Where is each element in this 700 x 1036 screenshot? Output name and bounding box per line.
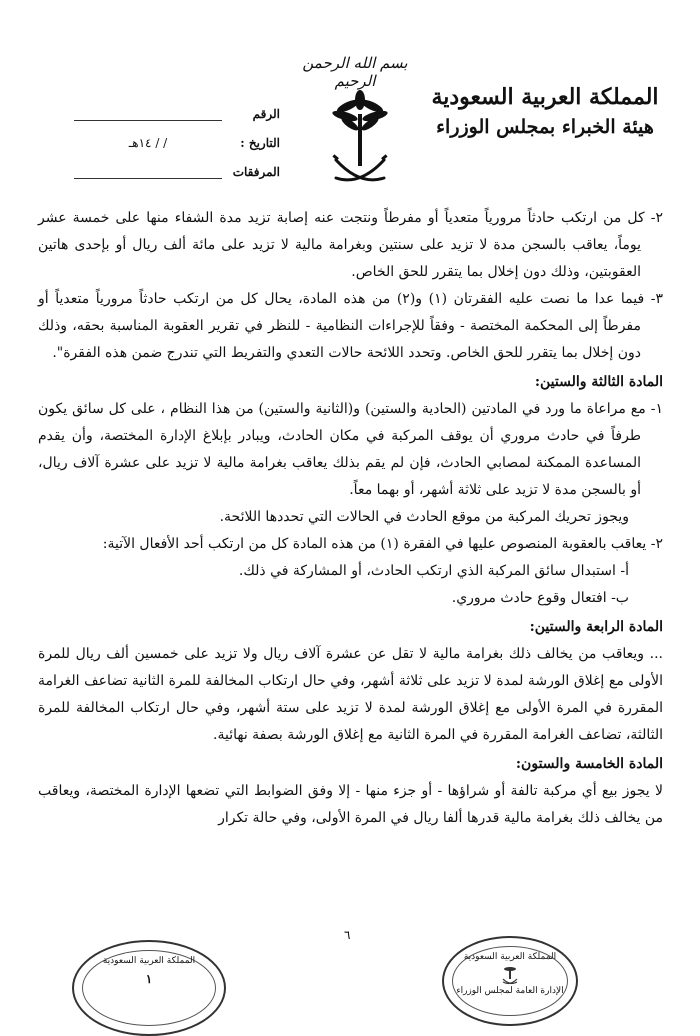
stamp-right [442, 936, 578, 1026]
article-63-heading: المادة الثالثة والستين: [534, 374, 663, 390]
document-metadata [70, 92, 280, 179]
article-64-text: ... ويعاقب من يخالف ذلك بغرامة مالية لا تقل عن عشرة آلاف ريال ولا تزيد على خمسين ألف ريال للمرة الأولى مع إغلاق الورشة لمدة لا تزيد على ثلاثة أشهر، وفي حال ارتكاب المخالفة للمرة الثانية تضاعف الغرامة المقررة في المرة الأولى مع إغلاق الورشة لمدة لا تزيد على ستة أشهر، وفي حال ارتكاب المخالفة للمرة الثالثة، تضاعف الغرامة المقررة في المرة الثانية مع إغلاق الورشة بصفة نهائية. [38, 646, 663, 743]
stamp-left-text: المملكة العربية السعودية [102, 956, 196, 966]
paragraph-2: ٢- كل من ارتكب حادثاً مرورياً متعدياً أو مفرطاً ونتجت عنه إصابة تزيد مدة الشفاء منها على خمسة عشر يوماً، يعاقب بالسجن مدة لا تزيد على سنتين وبغرامة مالية لا تزيد على مائة ألف ريال أو بإحدى هاتين العقوبتين، وذلك دون إخلال بما يتقرر للحق الخاص. [38, 210, 663, 280]
reference-row [70, 92, 280, 121]
paragraph-3: ٣- فيما عدا ما نصت عليه الفقرتان (١) و(٢) من هذه المادة، يحال كل من ارتكب حادثاً مرورياً متعدياً أو مفرطاً إلى المحكمة المختصة - وفقاً للإجراءات النظامية - للنظر في تقرير العقوبة المناسبة بحقه، وذلك دون إخلال بما يتقرر للحق الخاص. وتحدد اللائحة حالات التعدي والتفريط التي تندرج ضمن هذه الفقرة". [38, 291, 663, 361]
stamp-left-number: ١ [145, 972, 153, 986]
palm-swords-emblem [330, 86, 390, 196]
reference-line [74, 106, 222, 121]
date-label: التاريخ : [240, 136, 280, 150]
stamp-right-text: المملكة العربية السعودية [463, 952, 557, 962]
article-63-note: ويجوز تحريك المركبة من موقع الحادث في الحالات التي تحددها اللائحة. [219, 509, 629, 525]
stamp-right-subtext: الإدارة العامة لمجلس الوزراء [456, 986, 564, 996]
attachments-row [70, 150, 280, 179]
list-item-a: أ- استبدال سائق المركبة الذي ارتكب الحادث، أو المشاركة في ذلك. [238, 563, 629, 579]
date-value: / / ١٤هـ [128, 136, 168, 150]
country-name: المملكة العربية السعودية [431, 84, 659, 110]
stamp-left [72, 940, 226, 1036]
basmala: بسم الله الرحمن الرحيم [302, 54, 408, 90]
article-63-paragraph-1: ١- مع مراعاة ما ورد في المادتين (الحادية والستين) و(الثانية والستين) من هذا النظام ، على كل سائق يكون طرفاً في حادث مروري أن يوقف المركبة في مكان الحادث، ويبادر بإبلاغ الإدارة المختصة، وأن يقدم المساعدة الممكنة لمصابي الحادث، فإن لم يقم بذلك يعاقب بغرامة مالية لا تزيد على عشرة آلاف ريال، أو بالسجن مدة لا تزيد على ثلاثة أشهر، أو بهما معاً. [38, 401, 663, 498]
reference-label: الرقم [252, 107, 280, 121]
date-row [70, 121, 280, 150]
document-body [38, 205, 663, 832]
list-item-b: ب- افتعال وقوع حادث مروري. [451, 590, 629, 606]
attachments-label: المرفقات [232, 165, 280, 179]
article-63-paragraph-2: ٢- يعاقب بالعقوبة المنصوص عليها في الفقرة (١) من هذه المادة كل من ارتكب أحد الأفعال الآتية: [102, 536, 663, 552]
page-number: ٦ [344, 928, 351, 942]
organization-name: هيئة الخبراء بمجلس الوزراء [436, 116, 654, 138]
attachments-line [74, 164, 222, 179]
article-65-text: لا يجوز بيع أي مركبة تالفة أو شراؤها - أو جزء منها - إلا وفق الضوابط التي تضعها الإدارة المختصة، ويعاقب من يخالف ذلك بغرامة مالية قدرها ألفا ريال في المرة الأولى، وفي حالة تكرار [38, 783, 663, 826]
article-64-heading: المادة الرابعة والستين: [529, 619, 663, 635]
article-65-heading: المادة الخامسة والستون: [515, 756, 663, 772]
organization-header [430, 84, 660, 138]
stamp-emblem-icon [500, 964, 520, 986]
